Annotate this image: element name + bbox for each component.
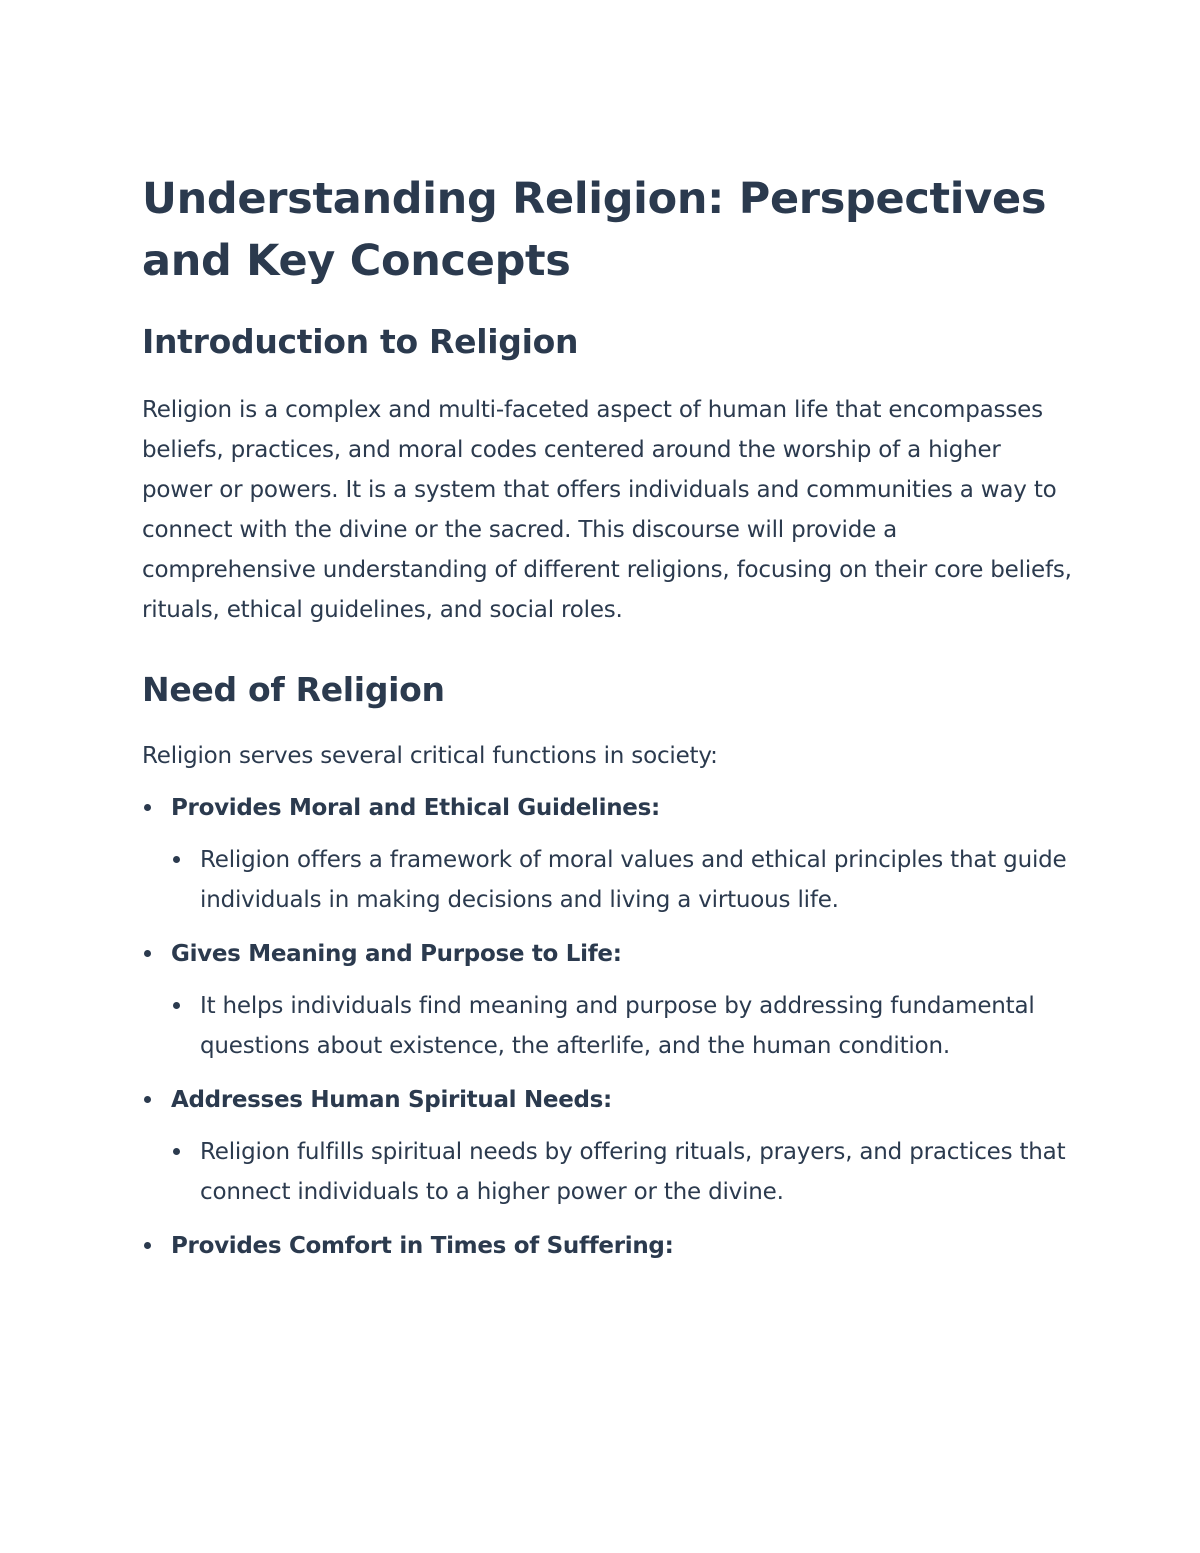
bullet-icon xyxy=(173,1002,180,1009)
functions-list xyxy=(142,788,1072,1266)
list-item-title: Provides Comfort in Times of Suffering: xyxy=(171,1233,674,1259)
sub-list-item xyxy=(171,840,1072,920)
section-heading-introduction: Introduction to Religion xyxy=(142,322,579,361)
sub-list-item-text: It helps individuals find meaning and purpose by addressing fundamental questions about existence, the afterlife, and the human condition. xyxy=(200,993,1035,1059)
bullet-icon xyxy=(144,950,151,957)
sub-list-item-text: Religion offers a framework of moral values and ethical principles that guide individuals in making decisions and living a virtuous life. xyxy=(200,847,1067,913)
sub-list xyxy=(171,1132,1072,1212)
sub-list xyxy=(171,986,1072,1066)
bullet-icon xyxy=(144,804,151,811)
sub-list-item xyxy=(171,1132,1072,1212)
list-item-title: Gives Meaning and Purpose to Life: xyxy=(171,941,622,967)
document-title: Understanding Religion: Perspectives and Key Concepts xyxy=(142,174,1047,286)
introduction-paragraph: Religion is a complex and multi-faceted aspect of human life that encompasses beliefs, practices, and moral codes centered around the worship of a higher power or powers. It is a system that offers individuals and communities a way to connect with the divine or the sacred. This discourse will provide a comprehensive understanding of different religions, focusing on their core beliefs, rituals, ethical guidelines, and social roles. xyxy=(142,397,1072,623)
list-item xyxy=(142,1226,1072,1266)
need-intro-paragraph: Religion serves several critical functions in society: xyxy=(142,743,718,769)
sub-list xyxy=(171,840,1072,920)
bullet-icon xyxy=(144,1242,151,1249)
section-heading-need: Need of Religion xyxy=(142,670,445,709)
list-item xyxy=(142,788,1072,920)
list-item-title: Addresses Human Spiritual Needs: xyxy=(171,1087,612,1113)
bullet-icon xyxy=(144,1096,151,1103)
bullet-icon xyxy=(173,1148,180,1155)
document-page xyxy=(142,168,1072,1266)
list-item xyxy=(142,934,1072,1066)
list-item xyxy=(142,1080,1072,1212)
sub-list-item xyxy=(171,986,1072,1066)
sub-list-item-text: Religion fulfills spiritual needs by offering rituals, prayers, and practices that connect individuals to a higher power or the divine. xyxy=(200,1139,1066,1205)
list-item-title: Provides Moral and Ethical Guidelines: xyxy=(171,795,660,821)
bullet-icon xyxy=(173,856,180,863)
